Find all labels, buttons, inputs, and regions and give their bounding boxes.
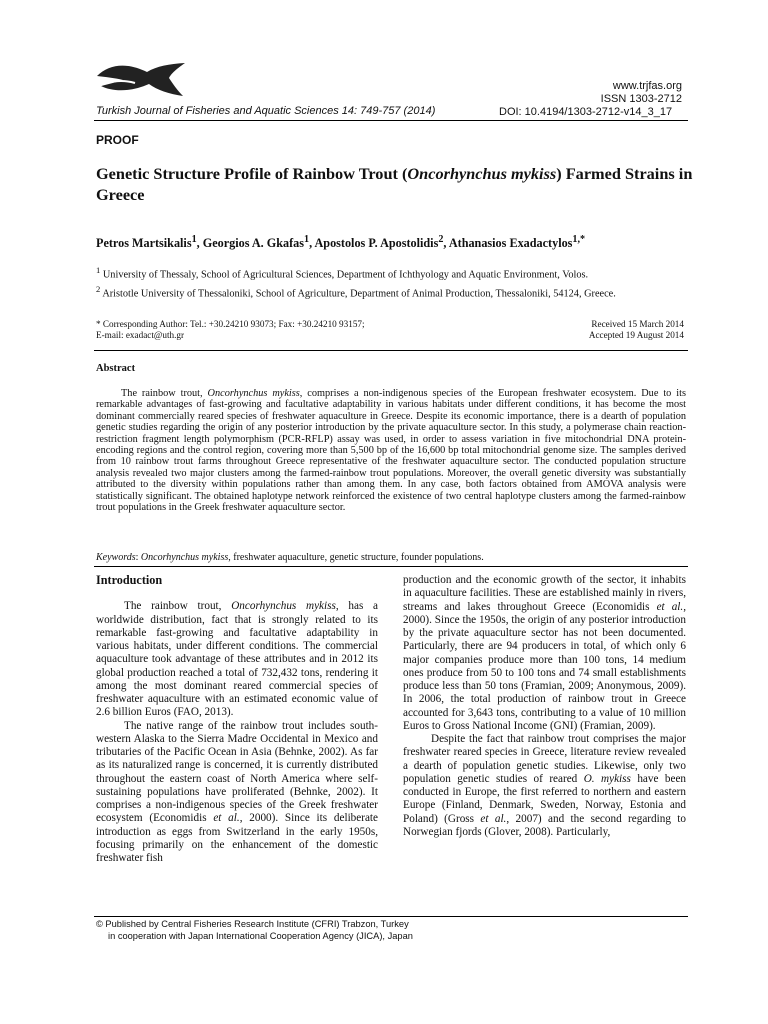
divider <box>94 350 688 351</box>
left-column <box>96 574 378 865</box>
divider <box>94 566 688 567</box>
doi[interactable]: DOI: 10.4194/1303-2712-v14_3_17 <box>499 106 673 118</box>
journal-citation: Turkish Journal of Fisheries and Aquatic Sciences 14: 749-757 (2014) <box>96 105 436 117</box>
keywords: Keywords: Oncorhynchus mykiss, freshwater aquaculture, genetic structure, founder populations. <box>96 552 484 563</box>
title-species: Oncorhynchus mykiss <box>407 164 557 183</box>
section-heading: Introduction <box>96 573 163 587</box>
abstract-heading: Abstract <box>96 363 136 374</box>
author: Georgios A. Gkafas <box>202 236 304 251</box>
corresponding-author: * Corresponding Author: Tel.: +30.24210 93073; Fax: +30.24210 93157; E-mail: exadact@uth.gr <box>96 319 365 340</box>
author-list: Petros Martsikalis$^1$, Georgios A. Gkafas$^1$, Apostolos P. Apostolidis$^2$, Athanasios Exadactylos$^{1,*}$ <box>96 234 586 251</box>
author: Petros Martsikalis <box>96 236 192 251</box>
paragraph: The rainbow trout, Oncorhynchus mykiss, has a worldwide distribution, fact that is strongly related to its remarkable fast-growing and facultative adaptability in various habitats, under different conditions. The commercial aquaculture took advantage of these attributes and in 2012 its global production reached a total of 732,432 tons, rendering it among the most dominant reared commercial species of freshwater aquaculture with an estimated economic value of 2.6 billion Euros (FAO, 2013). <box>96 600 379 719</box>
accepted-date: Accepted 19 August 2014 <box>588 330 684 340</box>
paragraph: The native range of the rainbow trout includes south-western Alaska to the Sierra Madre Occidental in Mexico and tributaries of the Pacific Ocean in Asia (Behnke, 2002). As far as its naturalized range is concerned, it is currently distributed throughout the eastern coast of North America where self-sustaining populations have proliferated (Behnke, 2002). It comprises a non-indigenous species of the Greek freshwater ecosystem (Economidis et al., 2000). Since its deliberate introduction as eggs from Switzerland in the early 1950s, focusing primarily on the enhancement of the domestic freshwater fish <box>96 719 378 864</box>
publisher-footer: © Published by Central Fisheries Research Institute (CFRI) Trabzon, Turkey in cooperation with Japan International Cooperation Agency (JICA), Japan <box>96 919 413 941</box>
paragraph: Despite the fact that rainbow trout comprises the major freshwater reared species in Greece, literature review revealed a dearth of population genetic studies. Likewise, only two population genetic studies of reared O. mykiss have been conducted in Europe, the first referred to northern and eastern Europe (Finland, Denmark, Sweden, Norway, Estonia and Poland) (Gross et al., 2007) and the second regarding to Norwegian fjords (Glover, 2008). Particularly, <box>403 733 686 838</box>
author: Apostolos P. Apostolidis <box>314 236 439 251</box>
website-link[interactable]: www.trjfas.org <box>612 80 682 92</box>
header-divider <box>94 120 688 121</box>
received-date: Received 15 March 2014 <box>591 319 684 329</box>
footer-divider <box>94 916 688 917</box>
affiliations <box>96 263 616 302</box>
article-dates <box>589 319 684 341</box>
right-column <box>403 574 686 839</box>
journal-identifiers <box>601 80 682 106</box>
proof-label: PROOF <box>96 133 139 147</box>
issn: ISSN 1303-2712 <box>600 93 682 105</box>
affiliation: $^2$ Aristotle University of Thessaloniki, School of Agriculture, Department of Animal Production, Thessaloniki, 54124, Greece. <box>96 284 616 300</box>
article-title: Genetic Structure Profile of Rainbow Trout (Oncorhynchus mykiss) Farmed Strains in Greece <box>96 164 693 204</box>
affiliation: $^1$ University of Thessaly, School of Agricultural Sciences, Department of Ichthyology and Aquatic Environment, Volos. <box>96 265 589 281</box>
paragraph: production and the economic growth of the sector, it inhabits in aquaculture facilities. These are established mainly in rivers, streams and lakes throughout Greece (Economidis et al., 2000). Since the 1950s, the origin of any posterior introduction by the private aquaculture sector has not been documented. Particularly, there are 94 producers in total, of which only 6 major companies produce more than 100 tons, 14 medium ones produce from 50 to 100 tons and 74 small establishments produce less than 50 tons (Framian, 2009; Anonymous, 2009). In 2006, the total production of rainbow trout in Greece accounted for 3,643 tons, contributing to a value of 10 million Euros to Gross National Income (GNI) (Framian, 2009). <box>403 574 686 732</box>
journal-logo-fish-icon <box>95 60 187 98</box>
abstract-text: The rainbow trout, Oncorhynchus mykiss, comprises a non-indigenous species of the European freshwater ecosystem. Due to its remarkable advantages of fast-growing and facultative adaptability in various habitats under different conditions, it has become the most dominant commercially reared species of freshwater aquaculture in Greece. Despite its economic importance, there is a dearth of population genetic studies regarding the origin of any posterior introduction by the private aquaculture sector. In this study, a polymerase chain reaction-restriction fragment length polymorphism (PCR-RFLP) assay was used, in order to assess variation in five mitochondrial DNA protein-encoding regions and the control region, covering more than 5,500 bp of the 16,600 bp total mitochondrial genome size. The samples derived from 10 rainbow trout farms throughout Greece representative of the freshwater aquaculture sector. The conducted population structure analysis revealed two major clusters among the farmed-rainbow trout populations. Moreover, the overall genetic diversity was substantially attributed to the diversity within populations rather than among them. In any case, both factors obtained from AMOVA analysis were statistically significant. The obtained haplotype network reinforced the existence of two central haplotype clusters among the farmed-rainbow trout populations in the Greek freshwater aquaculture sector. <box>96 388 686 514</box>
author-email[interactable]: E-mail: exadact@uth.gr <box>96 330 185 340</box>
author: Athanasios Exadactylos <box>448 236 573 251</box>
